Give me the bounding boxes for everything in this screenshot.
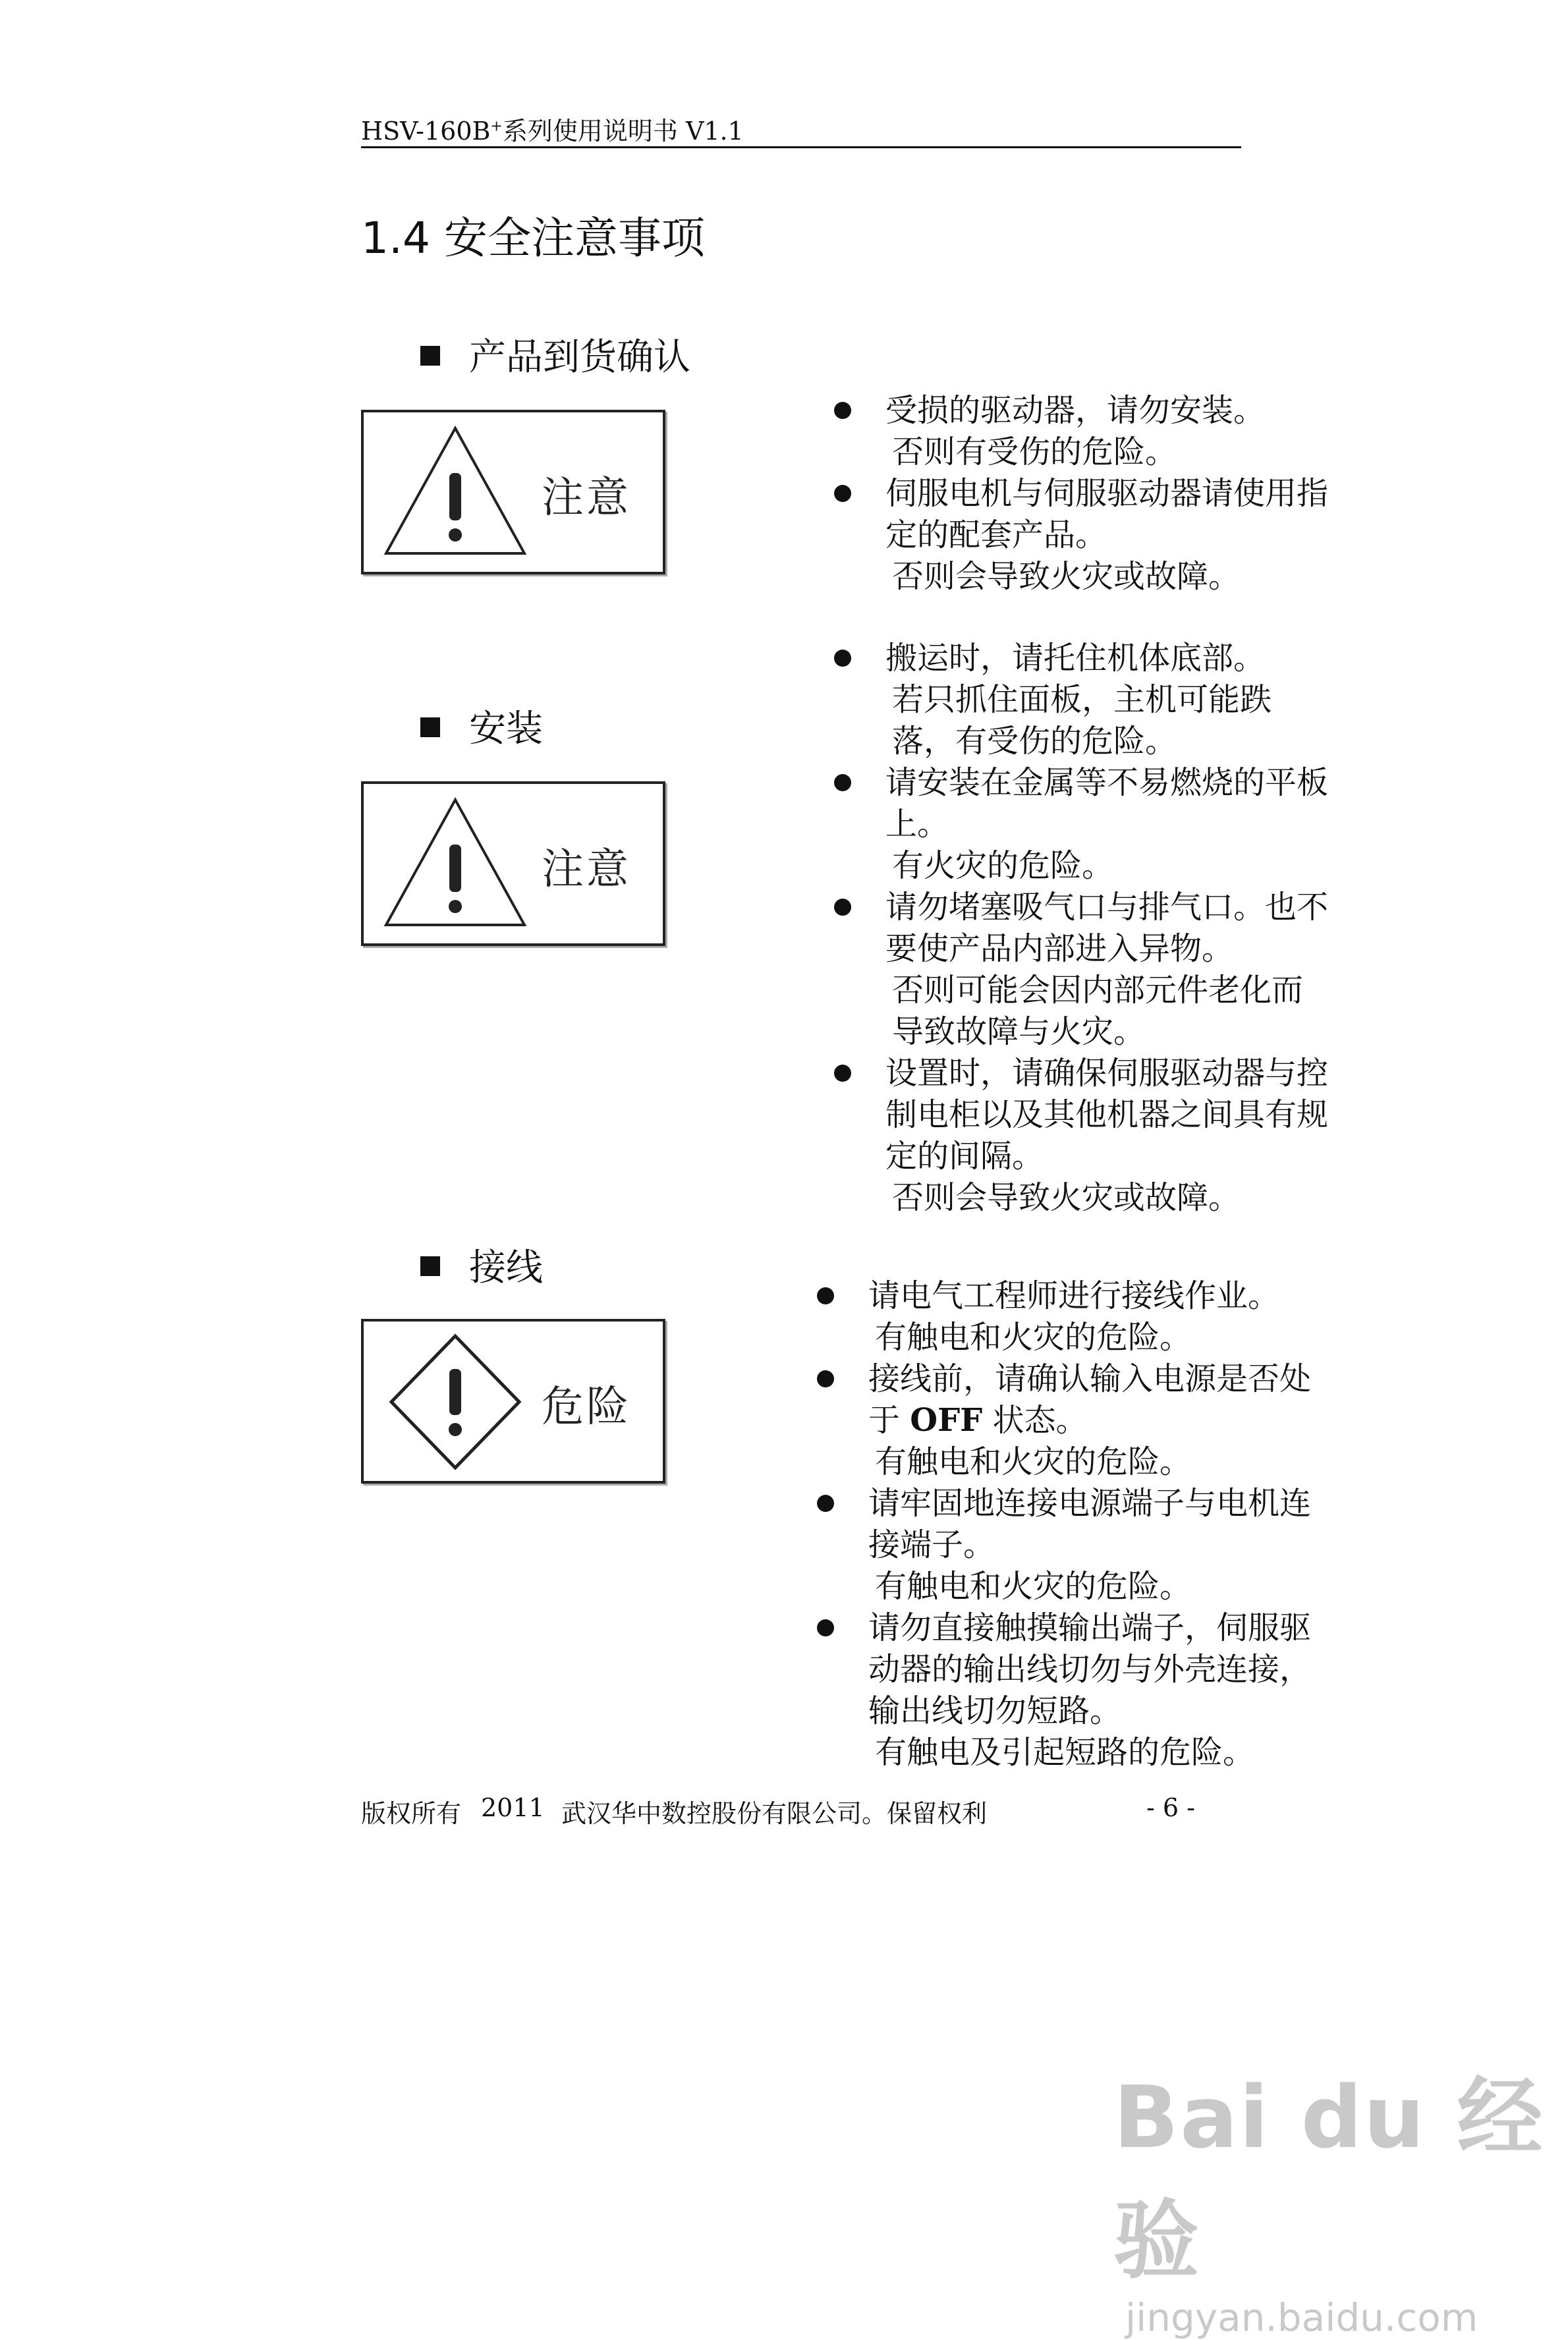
- page-number: - 6 -: [1146, 1793, 1196, 1822]
- list-item: 受损的驱动器，请勿安装。 否则有受伤的危险。: [831, 390, 1332, 473]
- footer-year: 2011: [481, 1793, 545, 1822]
- bullet-icon: [834, 774, 851, 791]
- header-rule: [361, 146, 1241, 148]
- square-bullet-icon: [420, 1256, 440, 1276]
- subheading-installation: 安装: [420, 700, 543, 752]
- bullet-icon: [834, 650, 851, 667]
- warning-triangle-icon: [379, 793, 531, 938]
- list-item: 请勿直接触摸输出端子，伺服驱动器的输出线切勿与外壳连接，输出线切勿短路。 有触电及引起短路的危险。: [814, 1607, 1315, 1773]
- list-item: 搬运时，请托住机体底部。 若只抓住面板，主机可能跌落，有受伤的危险。: [831, 638, 1332, 762]
- list-item: 请牢固地连接电源端子与电机连接端子。 有触电和火灾的危险。: [814, 1483, 1315, 1607]
- danger-diamond-icon: [379, 1331, 531, 1476]
- watermark-logo: Bai du 经验: [1113, 2067, 1544, 2291]
- item-list-installation: [831, 638, 1332, 1219]
- running-header: [361, 111, 744, 147]
- bullet-icon: [834, 1065, 851, 1082]
- bullet-icon: [834, 485, 851, 502]
- caution-sign: [361, 781, 665, 946]
- header-suffix: 系列使用说明书 V1.1: [502, 117, 744, 146]
- sign-label: 注意: [542, 845, 631, 894]
- list-item: 设置时，请确保伺服驱动器与控制电柜以及其他机器之间具有规定的间隔。 否则会导致火灾或故障。: [831, 1053, 1332, 1219]
- bullet-icon: [817, 1370, 834, 1387]
- list-item: 接线前，请确认输入电源是否处于 OFF 状态。 有触电和火灾的危险。: [814, 1358, 1315, 1483]
- square-bullet-icon: [420, 346, 440, 366]
- sign-label: 危险: [542, 1383, 631, 1432]
- list-item: 请安装在金属等不易燃烧的平板上。 有火灾的危险。: [831, 762, 1332, 887]
- list-item: 伺服电机与伺服驱动器请使用指定的配套产品。 否则会导致火灾或故障。: [831, 473, 1332, 598]
- item-list-wiring: [814, 1275, 1315, 1773]
- square-bullet-icon: [420, 717, 440, 737]
- header-sup: +: [490, 118, 503, 135]
- bullet-icon: [834, 402, 851, 419]
- section-title: 1.4 安全注意事项: [361, 213, 705, 264]
- subheading-arrival-check: 产品到货确认: [420, 328, 690, 381]
- sign-label: 注意: [542, 474, 631, 522]
- footer-company: 武汉华中数控股份有限公司。保留权利: [561, 1799, 988, 1828]
- caution-sign: [361, 410, 665, 574]
- danger-sign: [361, 1319, 665, 1484]
- header-title: HSV-160B: [361, 117, 491, 146]
- watermark: [1113, 2049, 1568, 2340]
- bullet-icon: [817, 1287, 834, 1304]
- subheading-wiring: 接线: [420, 1239, 543, 1291]
- footer-copyright: 版权所有: [361, 1799, 462, 1828]
- warning-triangle-icon: [379, 422, 531, 567]
- watermark-url: jingyan.baidu.com: [1125, 2295, 1478, 2340]
- item-list-arrival: [831, 390, 1332, 598]
- bullet-icon: [834, 899, 851, 916]
- bullet-icon: [817, 1619, 834, 1636]
- bullet-icon: [817, 1495, 834, 1512]
- list-item: 请电气工程师进行接线作业。 有触电和火灾的危险。: [814, 1275, 1315, 1358]
- list-item: 请勿堵塞吸气口与排气口。也不要使产品内部进入异物。 否则可能会因内部元件老化而导致故障与火灾。: [831, 887, 1332, 1053]
